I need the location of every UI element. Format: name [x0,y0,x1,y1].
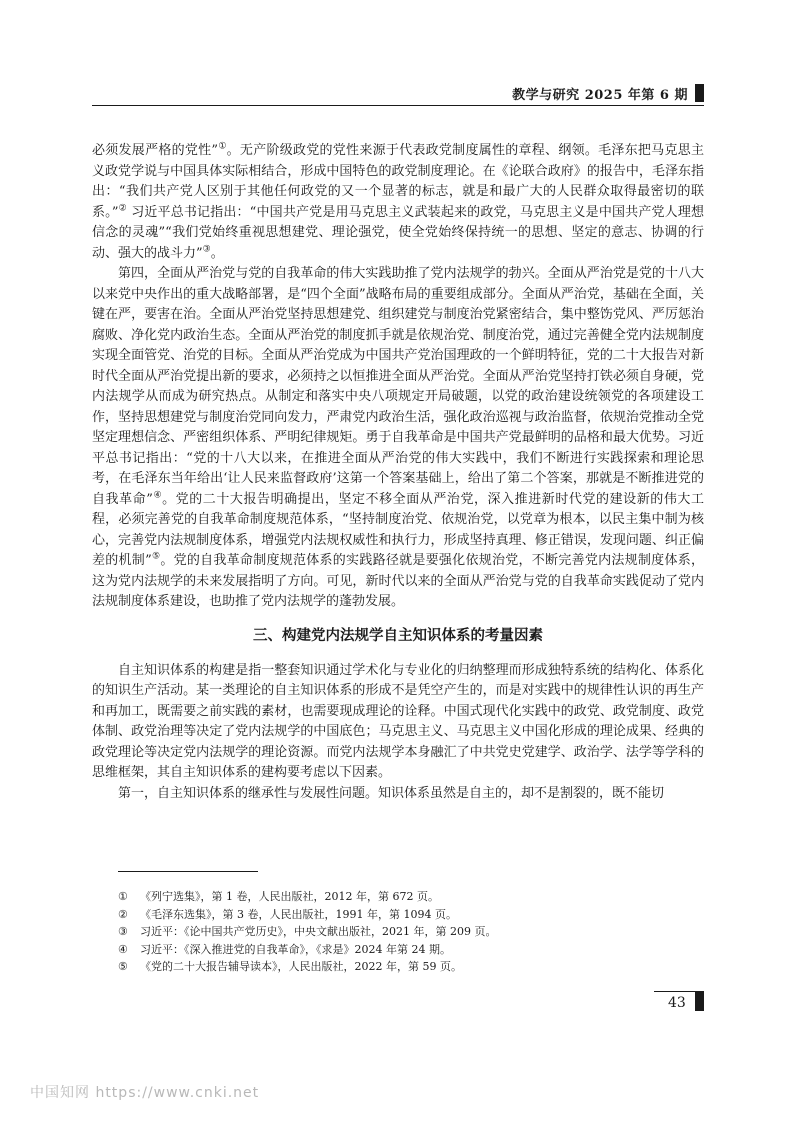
footnote-item: ② 《毛泽东选集》，第 3 卷，人民出版社，1991 年，第 1094 页。 [118,907,457,921]
journal-title [512,84,688,103]
footnote-item: ④ 习近平：《深入推进党的自我革命》，《求是》2024 年第 24 期。 [118,942,451,956]
footnote-ref-2[interactable]: ② [118,203,127,214]
footnote-item: ⑤ 《党的二十大报告辅导读本》，人民出版社，2022 年，第 59 页。 [118,960,462,973]
section-heading: 三、构建党内法规学自主知识体系的考量因素 [253,627,543,644]
footnotes [118,888,638,976]
footnote-item: ③ 习近平：《论中国共产党历史》，中央文献出版社，2021 年，第 209 页。 [118,925,497,938]
running-header [92,84,704,104]
article-body [92,141,704,804]
page-number: 43 [668,995,686,1011]
header-block-mark [695,84,704,102]
cnki-watermark: 中国知网 https://www.cnki.net [30,1085,260,1101]
header-rule [92,105,704,106]
footnote-ref-1[interactable]: ① [218,141,227,152]
journal-name: 教学与研究 [512,88,580,103]
footnote-ref-4[interactable]: ④ [152,490,163,501]
journal-issue: 2025 年第 6 期 [584,88,688,103]
footnote-ref-5[interactable]: ⑤ [151,551,161,562]
footnote-item: ① 《列宁选集》，第 1 卷，人民出版社，2012 年，第 672 页。 [118,890,439,903]
paragraph-3: 自主知识体系的构建是指一整套知识通过学术化与专业化的归纳整理而形成独特系统的结构化、体系化的知识生产活动。某一类理论的自主知识体系的形成不是凭空产生的，而是对实践中的规律性认识的再生产和再加工，既需要之前实践的素材，也需要现成理论的诠释。中国式现代化实践中的政党、政党制度、政党体制、政党治理等决定了党内法规学的中国底色；马克思主义、马克思主义中国化形成的理论成果、经典的政党理论等决定党内法规学的理论资源。而党内法规学本身融汇了中共党史党建学、政治学、法学等学科的思维框架，其自主知识体系的建构要考虑以下因素。 [92,662,704,780]
footnote-divider [118,871,258,872]
paragraph-1: 必须发展严格的党性”①。无产阶级政党的党性来源于代表政党制度属性的章程、纲领。毛泽东把马克思主义政党学说与中国具体实际相结合，形成中国特色的政党制度理论。在《论联合政府》的报告中，毛泽东指出：“我们共产党人区别于其他任何政党的又一个显著的标志，就是和最广大的人民群众取得最密切的联系。”② 习近平总书记指出：“中国共产党是用马克思主义武装起来的政党，马克思主义是中国共产党人理想信念的灵魂”“我们党始终重视思想建党、理论强党，使全党始终保持统一的思想、坚定的意志、协调的行动、强大的战斗力”③。 [92,141,704,261]
paragraph-4: 第一，自主知识体系的继承性与发展性问题。知识体系虽然是自主的，却不是割裂的，既不能切 [118,785,665,801]
footnote-ref-3[interactable]: ③ [202,244,211,255]
paragraph-2: 第四，全面从严治党与党的自我革命的伟大实践助推了党内法规学的勃兴。全面从严治党是党的十八大以来党中央作出的重大战略部署，是“四个全面”战略布局的重要组成部分。全面从严治党，基础在全面，关键在严，要害在治。全面从严治党坚持思想建党、组织建党与制度治党紧密结合，集中整饬党风、严厉惩治腐败、净化党内政治生态。全面从严治党的制度抓手就是依规治党、制度治党，通过完善健全党内法规制度实现全面管党、治党的目标。全面从严治党成为中国共产党治国理政的一个鲜明特征，党的二十大报告对新时代全面从严治党提出新的要求，必须持之以恒推进全面从严治党。全面从严治党坚持打铁必须自身硬，党内法规学从而成为研究热点。从制定和落实中央八项规定开局破题，以党的政治建设统领党的各项建设工作，坚持思想建党与制度治党同向发力，严肃党内政治生活，强化政治巡视与政治监督，依规治党推动全党坚定理想信念、严密组织体系、严明纪律规矩。勇于自我革命是中国共产党最鲜明的品格和最大优势。习近平总书记指出：“党的十八大以来，在推进全面从严治党的伟大实践中，我们不断进行实践探索和理论思考，在毛泽东当年给出‘让人民来监督政府’这第一个答案基础上，给出了第二个答案，那就是不断推进党的自我革命”④。党的二十大报告明确提出，坚定不移全面从严治党，深入推进新时代党的建设新的伟大工程，必须完善党的自我革命制度规范体系，“坚持制度治党、依规治党，以党章为根本，以民主集中制为核心，完善党内法规制度体系，增强党内法规权威性和执行力，形成坚持真理、修正错误，发现问题、纠正偏差的机制”⑤。党的自我革命制度规范体系的实践路径就是要强化依规治党，不断完善党内法规制度体系，这为党内法规学的未来发展指明了方向。可见，新时代以来的全面从严治党与党的自我革命实践促动了党内法规制度体系建设，也助推了党内法规学的蓬勃发展。 [92,266,704,609]
page-number-block-mark [695,991,704,1011]
